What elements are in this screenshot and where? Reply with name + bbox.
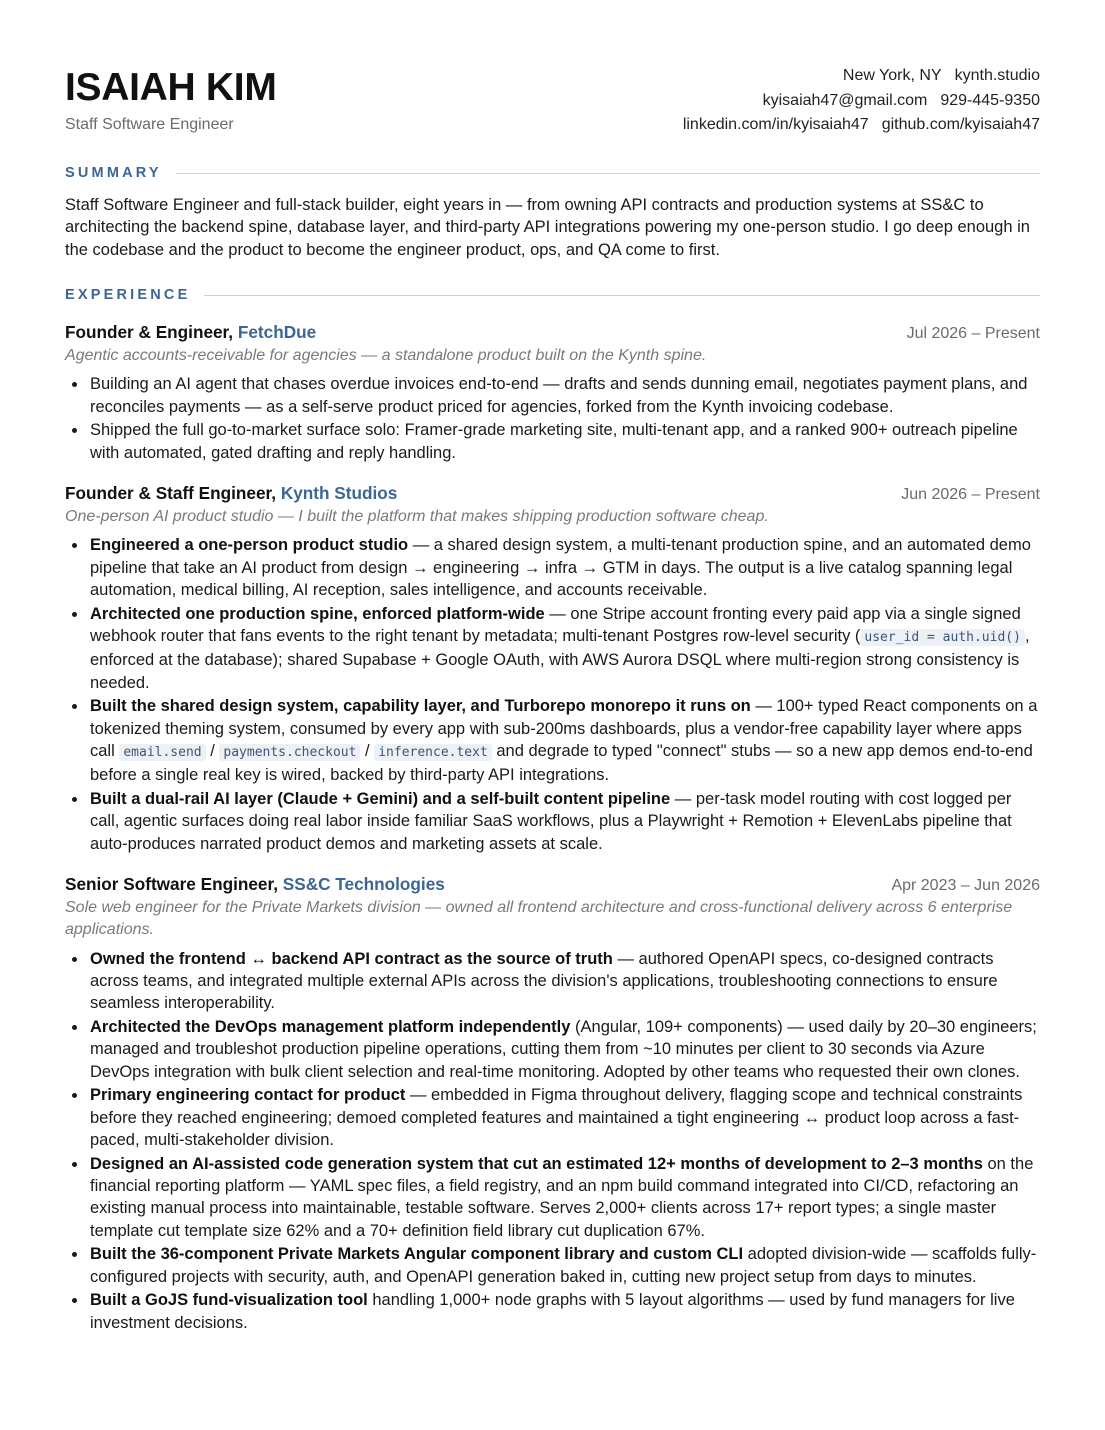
bullet-lead: Designed an AI-assisted code generation system that cut an estimated 12+ months of development to 2–3 months xyxy=(90,1154,983,1173)
bullet-lead: Built the shared design system, capability layer, and Turborepo monorepo it runs on xyxy=(90,697,751,716)
bullet-text: (Angular, 109+ components) — used daily by 20–30 engineers; managed and troubleshot production pipeline operations, cutting them from ~10 minutes per client to 30 seconds via Azure DevOps integration with bulk client selection and real-time monitoring. Adopted by other teams who requested their own clones. xyxy=(90,1017,1037,1081)
job-role: Founder & Staff Engineer, xyxy=(65,482,277,503)
bullet-item xyxy=(65,1084,1040,1151)
bullet-text: — 100+ typed React components on a tokenized theming system, consumed by every app with sub-200ms dashboards, plus a vendor-free capability layer where apps call xyxy=(90,697,1038,760)
bullet-text: handling 1,000+ node graphs with 5 layout algorithms — used by fund managers for live investment decisions. xyxy=(90,1291,1015,1332)
experience-list xyxy=(65,321,1040,1352)
experience-heading: EXPERIENCE xyxy=(65,286,191,303)
experience-section-header xyxy=(65,284,1040,306)
bullet-text: — one Stripe account fronting every paid app via a single signed webhook router that fans events to the right tenant by metadata; multi-tenant Postgres row-level security ( xyxy=(90,604,1021,645)
job-role: Senior Software Engineer, xyxy=(65,873,278,894)
contact-github[interactable]: github.com/kyisaiah47 xyxy=(881,116,1040,133)
summary-section-header xyxy=(65,162,1040,184)
bullet-item xyxy=(65,1289,1040,1334)
job-date: Jun 2026 – Present xyxy=(901,485,1040,503)
candidate-name: ISAIAH KIM xyxy=(65,66,277,109)
job-tagline: Agentic accounts-receivable for agencies — a standalone product built on the Kynth spine. xyxy=(65,347,707,364)
bullet-text: — authored OpenAPI specs, co-designed contracts across teams, and integrated multiple external APIs across the division's applications, troubleshooting connections to ensure seamless interoperability. xyxy=(90,949,998,1013)
contact-linkedin[interactable]: linkedin.com/in/kyisaiah47 xyxy=(682,116,869,133)
bullet-item xyxy=(65,419,1040,464)
job-role: Founder & Engineer, xyxy=(65,322,234,342)
contact-phone: 929-445-9350 xyxy=(940,91,1040,109)
job-entry xyxy=(65,873,1040,1334)
bullet-text: , enforced at the database); shared Supabase + Google OAuth, with AWS Aurora DSQL where multi-region strong consistency is needed. xyxy=(90,626,1030,692)
bullet-text: and degrade to typed "connect" stubs — so a new app demos end-to-end before a single real key is wired, backed by third-party API integrations. xyxy=(90,741,1033,785)
bullet-lead: Architected the DevOps management platform independently xyxy=(90,1017,571,1036)
bullet-item xyxy=(65,788,1040,855)
bullet-lead: Owned the frontend ↔ backend API contract as the source of truth xyxy=(90,949,613,968)
bullet-item xyxy=(65,695,1040,786)
bullet-lead: Architected one production spine, enforced platform-wide xyxy=(90,604,545,623)
contact-info xyxy=(683,64,1040,138)
candidate-title: Staff Software Engineer xyxy=(65,116,234,133)
inline-code: payments.checkout xyxy=(219,744,360,761)
inline-code: inference.text xyxy=(374,744,492,761)
bullet-text: — embedded in Figma throughout delivery, flagging scope and technical constraints before they reached engineering; demoed completed features and maintained a tight engineering ↔ product loop across a fast-paced, multi-stakeholder division. xyxy=(90,1086,1023,1149)
job-company: SS&C Technologies xyxy=(282,873,445,894)
job-entry xyxy=(65,482,1040,855)
contact-email[interactable]: kyisaiah47@gmail.com xyxy=(762,91,928,109)
bullet-lead: Primary engineering contact for product xyxy=(90,1086,406,1105)
bullet-lead: Built a dual-rail AI layer (Claude + Gemini) and a self-built content pipeline xyxy=(90,790,671,809)
contact-website[interactable]: kynth.studio xyxy=(954,67,1040,84)
bullet-text: Shipped the full go-to-market surface solo: Framer-grade marketing site, multi-tenant app, and a ranked 900+ outreach pipeline with automated, gated drafting and reply handling. xyxy=(90,421,1018,462)
job-tagline: One-person AI product studio — I built the platform that makes shipping production software cheap. xyxy=(65,507,769,525)
job-entry xyxy=(65,321,1040,464)
section-divider xyxy=(204,295,1040,296)
job-bullets xyxy=(65,948,1040,1335)
inline-code: email.send xyxy=(119,744,205,761)
bullet-item xyxy=(65,1153,1040,1242)
bullet-lead: Engineered a one-person product studio xyxy=(90,536,409,555)
job-bullets xyxy=(65,373,1040,464)
job-date: Apr 2023 – Jun 2026 xyxy=(891,876,1040,894)
job-title xyxy=(65,873,445,895)
section-divider xyxy=(176,173,1040,174)
resume-header xyxy=(65,0,1040,150)
bullet-item xyxy=(65,1243,1040,1288)
summary-heading: SUMMARY xyxy=(65,164,162,181)
code-separator: / xyxy=(205,741,220,760)
job-title xyxy=(65,482,397,504)
bullet-item xyxy=(65,1016,1040,1083)
bullet-text: — per-task model routing with cost logged per call, agentic surfaces doing real labor inside familiar SaaS workflows, plus a Playwright + Remotion + ElevenLabs pipeline that auto-produces narrated product demos and marketing assets at scale. xyxy=(90,790,1012,853)
bullet-item xyxy=(65,373,1040,418)
code-separator: / xyxy=(360,741,375,760)
bullet-item xyxy=(65,534,1040,601)
job-company: Kynth Studios xyxy=(280,482,398,503)
bullet-text: adopted division-wide — scaffolds fully-configured projects with security, auth, and OpenAPI generation baked in, cutting new project setup from days to minutes. xyxy=(90,1245,1037,1286)
bullet-lead: Built the 36-component Private Markets Angular component library and custom CLI xyxy=(90,1245,744,1264)
bullet-item xyxy=(65,948,1040,1015)
bullet-item xyxy=(65,603,1040,694)
job-bullets xyxy=(65,534,1040,855)
contact-location: New York, NY xyxy=(842,67,942,84)
inline-code: user_id = auth.uid() xyxy=(860,629,1025,646)
bullet-text: on the financial reporting platform — YAML spec files, a field registry, and an npm build command integrated into CI/CD, refactoring an existing manual process into maintainable, testable software. Serves 2,000+ clients across 17+ report types; a single master template cut template size 62% and a 70+ definition field library cut duplication 67%. xyxy=(90,1154,1034,1240)
summary-text: Staff Software Engineer and full-stack builder, eight years in — from owning API contracts and production systems at SS&C to architecting the backend spine, database layer, and third-party API integrations powering my one-person studio. I go deep enough in the codebase and the product to become the engineer product, ops, and QA come to first. xyxy=(65,196,1030,259)
bullet-text: Building an AI agent that chases overdue invoices end-to-end — drafts and sends dunning email, negotiates payment plans, and reconciles payments — as a self-serve product priced for agencies, forked from the Kynth invoicing codebase. xyxy=(90,375,1028,416)
job-company: FetchDue xyxy=(237,322,317,342)
bullet-lead: Built a GoJS fund-visualization tool xyxy=(90,1291,368,1310)
bullet-text: — a shared design system, a multi-tenant production spine, and an automated demo pipeline that take an AI product from design → engineering → infra → GTM in days. The output is a live catalog spanning legal automation, medical billing, AI reception, sales intelligence, and accounts receivable. xyxy=(90,536,1031,599)
job-title xyxy=(65,321,316,343)
job-date: Jul 2026 – Present xyxy=(906,325,1040,342)
job-tagline: Sole web engineer for the Private Markets division — owned all frontend architecture and cross-functional delivery across 6 enterprise applications. xyxy=(65,898,1013,939)
